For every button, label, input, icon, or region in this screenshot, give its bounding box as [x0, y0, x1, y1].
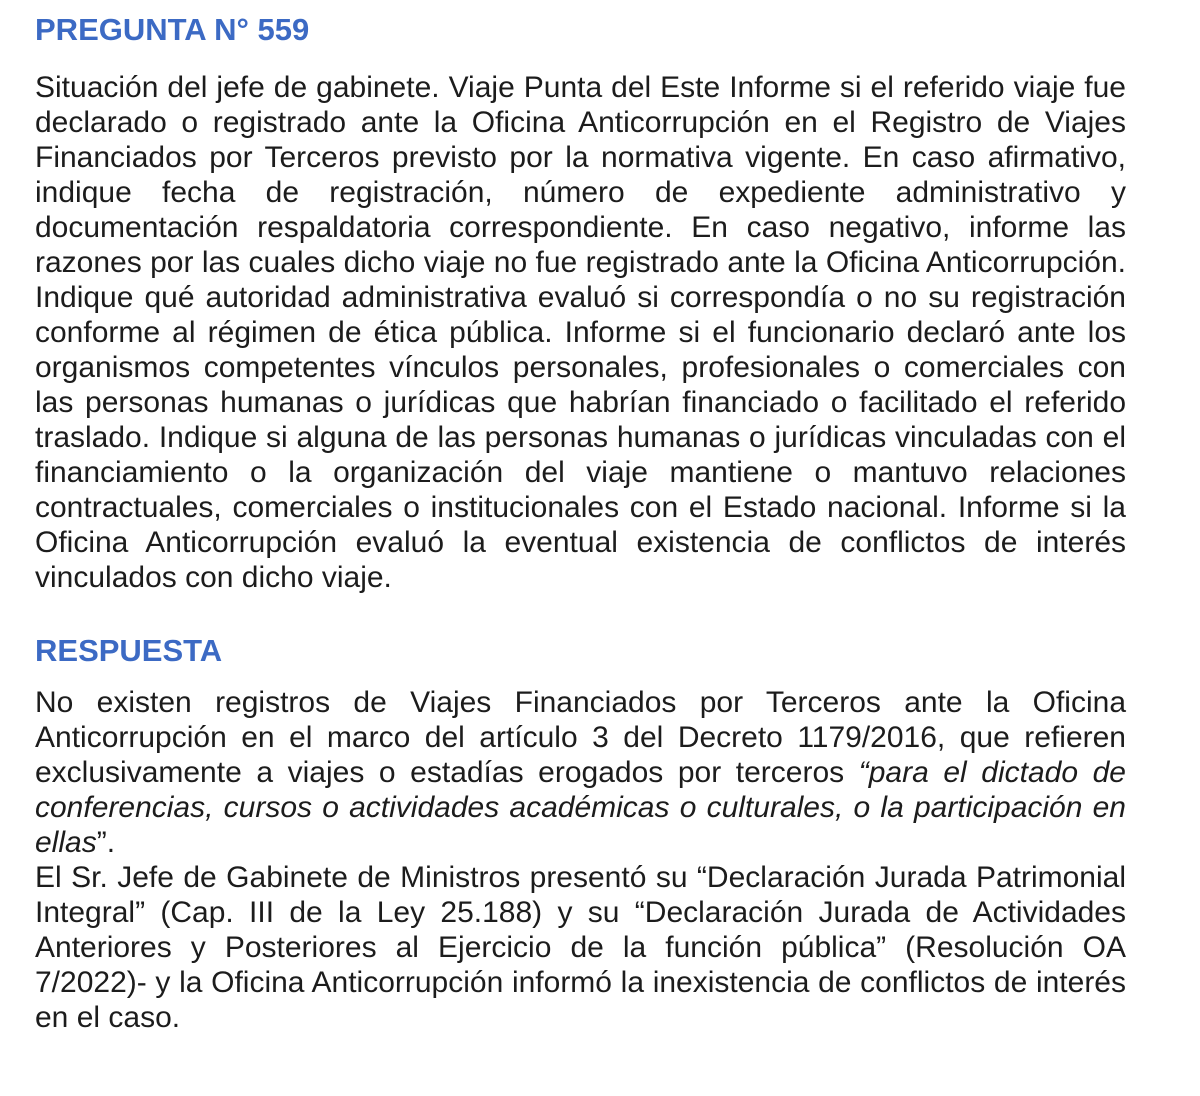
- question-body: Situación del jefe de gabinete. Viaje Punta del Este Informe si el referido viaje fue declarado o registrado ante la Oficina Anticorrupción en el Registro de Viajes Financiados por Terceros previsto por la normativa vigente. En caso afirmativo, indique fecha de registración, número de expediente administrativo y documentación respaldatoria correspondiente. En caso negativo, informe las razones por las cuales dicho viaje no fue registrado ante la Oficina Anticorrupción. Indique qué autoridad administrativa evaluó si correspondía o no su registración conforme al régimen de ética pública. Informe si el funcionario declaró ante los organismos competentes vínculos personales, profesionales o comerciales con las personas humanas o jurídicas que habrían financiado o facilitado el referido traslado. Indique si alguna de las personas humanas o jurídicas vinculadas con el financiamiento o la organización del viaje mantiene o mantuvo relaciones contractuales, comerciales o institucionales con el Estado nacional. Informe si la Oficina Anticorrupción evaluó la eventual existencia de conflictos de interés vinculados con dicho viaje.: [35, 71, 1126, 594]
- answer-heading: RESPUESTA: [35, 633, 223, 668]
- answer-p1-quoted-decree-text: “para el dictado de conferencias, cursos o actividades académicas o culturales, o la participación en ellas: [35, 756, 1126, 859]
- answer-paragraph-declaraciones: El Sr. Jefe de Gabinete de Ministros presentó su “Declaración Jurada Patrimonial Integral” (Cap. III de la Ley 25.188) y su “Declaración Jurada de Actividades Anteriores y Posteriores al Ejercicio de la función pública” (Resolución OA 7/2022)- y la Oficina Anticorrupción informó la inexistencia de conflictos de interés en el caso.: [35, 861, 1126, 1034]
- document-page: [35, 14, 1126, 1035]
- answer-paragraph-registro: [35, 685, 1126, 860]
- answer-p1-text-start: No existen registros de Viajes Financiados por Terceros ante la Oficina Anticorrupción en el marco del artículo 3 del Decreto 1179/2016, que refieren exclusivamente a viajes o estadías erogados por terceros: [35, 686, 1126, 789]
- answer-p1-text-end: ”.: [96, 826, 116, 859]
- question-heading: PREGUNTA N° 559: [35, 12, 310, 47]
